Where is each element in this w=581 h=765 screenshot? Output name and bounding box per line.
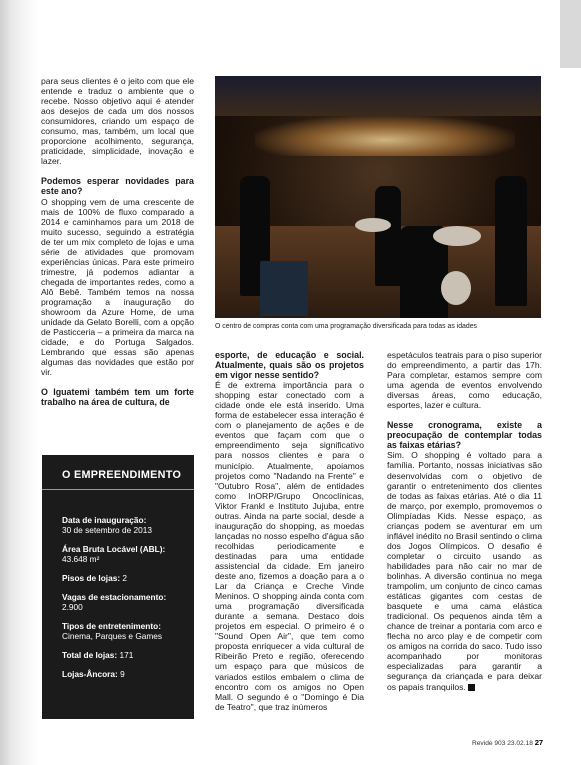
factbox-item — [62, 592, 187, 612]
interview-question: esporte, de educação e social. Atualmente, quais são os projetos em vigor nesse sentido? — [215, 350, 364, 381]
page-fold-shadow — [0, 0, 40, 765]
event-photo — [215, 76, 541, 318]
end-of-article-mark — [468, 684, 475, 691]
photo-amplifier — [260, 261, 308, 316]
page-corner-tab — [560, 0, 581, 68]
middle-column — [215, 350, 364, 712]
factbox-value: 2.900 — [62, 602, 83, 612]
interview-question: O Iguatemi também tem um forte trabalho na área de cultura, de — [41, 387, 194, 408]
photo-drum — [441, 271, 471, 305]
factbox-label: Vagas de estacionamento: — [62, 592, 167, 602]
paragraph: É de extrema importância para o shopping estar conectado com a cidade onde ele está inserido. Uma forma de estabelecer essa interação é com o planejamento de ações e de eventos que façam com que o empreendimento seja significativo para nossos clientes e para o município. Atualmente, apoiamos projetos como "Nadando na Frente" e "Outubro Rosa", além de entidades como InORP/Grupo Oncoclínicas, Viktor Frankl e Instituto Jujuba, entre outras. Ainda na parte social, desde a inauguração do shopping, as moedas lançadas no nosso espelho d'água são recolhidas periodicamente e destinadas para uma entidade assistencial da cidade. Em janeiro deste ano, fizemos a doação para a o Lar da Criança e Creche Vinde Meninos. O shopping ainda conta com uma programação diversificada durante a semana. Destaco dois projetos em especial. O primeiro é o "Sound Open Air", que tem como proposta enriquecer a vida cultural de Ribeirão Preto e região, oferecendo um espaço para que músicos de variados estilos embalem o clima de encontro com os amigos no Open Mall. O segundo é o "Domingo é Dia de Teatro", que traz inúmeros — [215, 380, 364, 712]
right-column — [387, 350, 542, 692]
factbox-value: 43.648 m² — [62, 554, 100, 564]
paragraph-text: Sim. O shopping é voltado para a família. Portanto, nossas iniciativas são desenvolvidas com o objetivo de garantir o entretenimento dos clientes de todas as faixas etárias. Até o dia 11 de março, por exemplo, promovemos o Olimpíadas Kids. Nesse espaço, as crianças podem se aventurar em um inflável inédito no Brasil sentindo o clima dos Jogos Olímpicos. O desafio é completar o circuito usando as habilidades para não cair no mar de bolinhas. A diversão continua no mega trampolim, um conjunto de cinco camas estáticas gigantes com cestas de basquete e uma cama elástica tradicional. Os pequenos ainda têm a chance de treinar a pontaria com arco e flecha no arco play e de competir com os amigos na corrida do saco. Tudo isso acompanhado por monitoras especializadas para garantir a segurança da criançada e para deixar os papais tranquilos. — [387, 450, 542, 692]
factbox-label: Pisos de lojas: — [62, 573, 121, 583]
factbox-header — [42, 463, 194, 490]
interview-question: Nesse cronograma, existe a preocupação de contemplar todas as faixas etárias? — [387, 420, 542, 451]
paragraph: O shopping vem de uma crescente de mais de 100% de fluxo comparado a 2014 e caminhamos para um 2018 de muito sucesso, seguindo a estratégia de ter um mix completo de lojas e uma série de atividades que promovam experiências únicas. Para este primeiro trimestre, já podemos adiantar a chegada de importantes redes, como a Alô Bebê. Também temos na nossa programação a inauguração do showroom da Azure Home, de uma unidade da Gelato Borelli, com a opção de Pasticceria – a primeira da marca na cidade, e do Portuga Salgados. Lembrando que essas são apenas algumas das novidades que estão por vir. — [41, 196, 194, 378]
photo-ceiling — [215, 76, 541, 116]
factbox-label: Área Bruta Locável (ABL): — [62, 544, 166, 554]
photo-musician — [495, 176, 527, 306]
photo-lights — [255, 116, 515, 156]
page-number: 27 — [534, 738, 544, 747]
left-column — [41, 76, 194, 407]
paragraph: espetáculos teatrais para o piso superior do empreendimento, a partir das 17h. Para completar, estamos sempre com uma agenda de eventos envolvendo diversas áreas, como educação, esportes, lazer e cultura. — [387, 350, 542, 411]
factbox-label: Tipos de entretenimento: — [62, 621, 161, 631]
factbox-label: Lojas-Âncora: — [62, 669, 118, 679]
factbox-value: 9 — [120, 669, 125, 679]
factbox-item — [62, 669, 187, 679]
photo-cymbal — [355, 218, 391, 232]
factbox-value: 30 de setembro de 2013 — [62, 525, 152, 535]
factbox-item — [62, 621, 187, 641]
issue-label: Revide 903 23.02.18 — [472, 740, 533, 747]
page-footer — [472, 738, 543, 747]
factbox-item — [62, 650, 187, 660]
factbox-value: 171 — [119, 650, 134, 660]
photo-caption: O centro de compras conta com uma programação diversificada para todas as idades — [215, 323, 477, 330]
factbox-value: Cinema, Parques e Games — [62, 631, 163, 641]
factbox — [42, 455, 194, 719]
factbox-label: Total de lojas: — [62, 650, 118, 660]
photo-cymbal — [433, 226, 481, 246]
factbox-item — [62, 544, 187, 564]
interview-question: Podemos esperar novidades para este ano? — [41, 176, 194, 197]
factbox-title: O EMPREENDIMENTO — [62, 469, 182, 481]
factbox-item — [62, 515, 187, 535]
factbox-label: Data de inauguração: — [62, 515, 147, 525]
factbox-items — [62, 515, 187, 688]
factbox-value: 2 — [122, 573, 128, 583]
paragraph: para seus clientes é o jeito com que ele entende e traduz o ambiente que o recebe. Nosso objetivo aqui é atender aos desejos de cada um dos nossos consumidores, criando um espaço de consumo, mas, também, um local que proporcione acolhimento, segurança, praticidade, simplicidade, inovação e lazer. — [41, 76, 194, 167]
photo-musician — [375, 186, 401, 286]
paragraph — [387, 450, 542, 691]
factbox-item — [62, 573, 187, 583]
